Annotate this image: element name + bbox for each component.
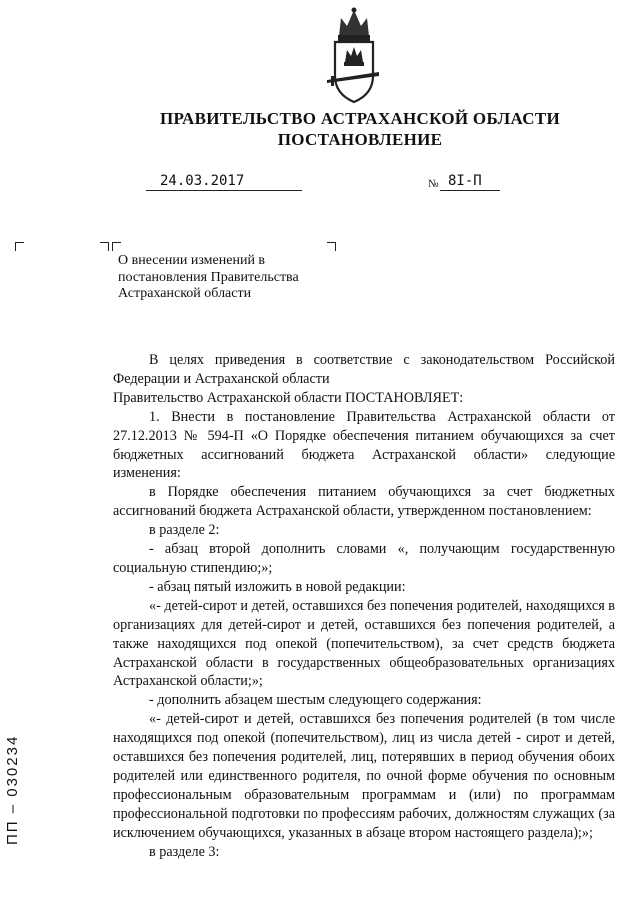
paragraph: в Порядке обеспечения питанием обучающихся за счет бюджетных ассигнований бюджета Астраханской области, утвержденном постановлением: [113,484,615,520]
paragraph: «- детей-сирот и детей, оставшихся без попечения родителей (в том числе находящихся под опекой (попечительством), лиц из числа детей - сирот и детей, оставшихся без попечения родителей, лиц, потерявших в период обучения обоих родителей или единственного родителя, по очной форме обучения по основным профессиональным образовательным программам и (или) по программам профессиональной подготовки по профессиям рабочих, должностям служащих (за исключением обучающихся, указанных в абзаце втором настоящего раздела);»; [113,711,615,841]
document-body [113,351,615,861]
paragraph: - абзац пятый изложить в новой редакции: [149,578,406,595]
margin-serial-code: ПП – 030234 [4,734,21,845]
corner-mark [15,242,24,251]
corner-mark [100,242,109,251]
doc-type: ПОСТАНОВЛЕНИЕ [277,130,443,149]
paragraph: - дополнить абзацем шестым следующего содержания: [149,692,482,709]
document-title: О внесении изменений в постановления Правительства Астраханской области [118,253,299,301]
document-number: 8I-П [448,173,482,189]
paragraph: Правительство Астраханской области ПОСТАНОВЛЯЕТ: [113,389,464,406]
document-date: 24.03.2017 [160,173,245,189]
paragraph: «- детей-сирот и детей, оставшихся без попечения родителей, находящихся в организациях для детей-сирот и детей, оставшихся без попечения родителей, а также находящихся под опекой (попечительством), за счет средств бюджета Астраханской области в государственных общеобразовательных организациях Астраханской области;»; [113,597,615,690]
date-underline [146,190,302,191]
paragraph: в разделе 2: [149,522,220,539]
corner-mark [112,242,121,251]
paragraph: В целях приведения в соответствие с законодательством Российской Федерации и Астраханской области [113,352,615,387]
paragraph: 1. Внести в постановление Правительства Астраханской области от 27.12.2013 № 594-П «О Порядке обеспечения питанием обучающихся за счет бюджетных ассигнований бюджета Астраханской области» следующие изменения: [113,408,615,482]
astrakhan-coat-of-arms-icon [321,6,387,106]
number-label: № [428,178,439,190]
corner-mark [327,242,336,251]
org-name: ПРАВИТЕЛЬСТВО АСТРАХАНСКОЙ ОБЛАСТИ [160,109,560,128]
paragraph: в разделе 3: [149,843,220,860]
number-underline [440,190,500,191]
paragraph: - абзац второй дополнить словами «, получающим государственную социальную стипендию;»; [113,541,615,576]
